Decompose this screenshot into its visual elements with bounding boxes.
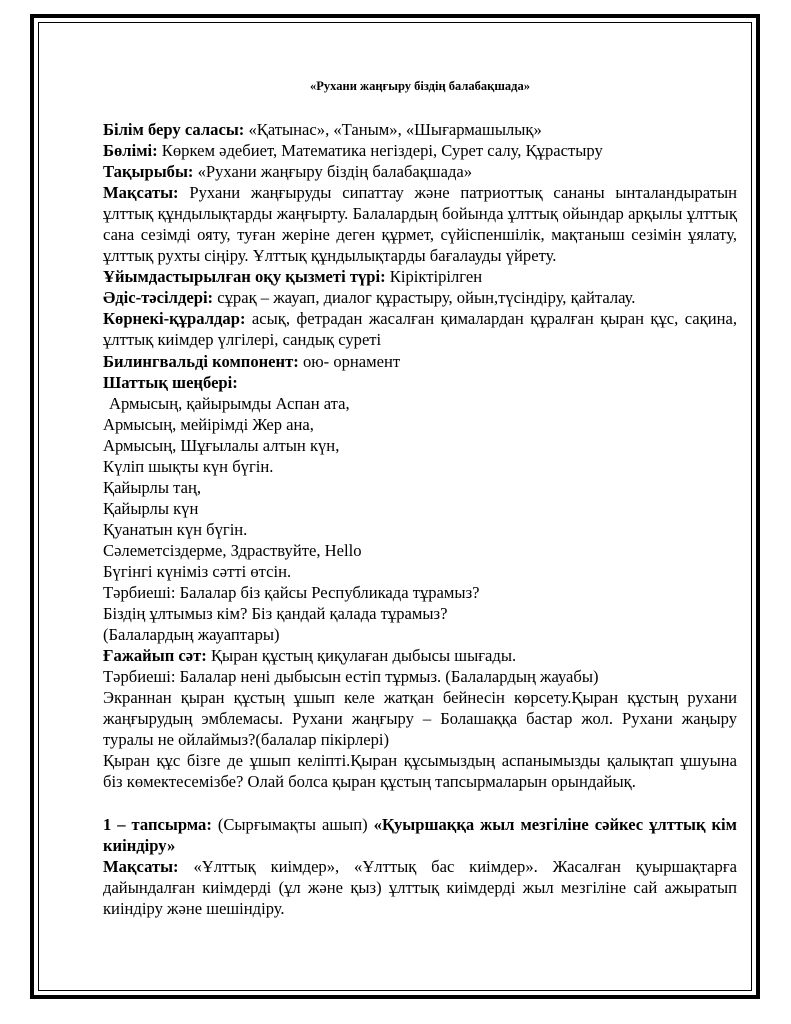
field-label: Мақсаты: bbox=[103, 183, 179, 203]
field-label: Білім беру саласы: bbox=[103, 120, 245, 139]
dialog-line: Тәрбиеші: Балалар нені дыбысын естіп тұрмыз. (Балалардың жауабы) bbox=[103, 667, 599, 687]
poem-line: Қуанатын күн бүгін. bbox=[103, 519, 248, 539]
body-paragraph: Қыран құс бізге де ұшып келіпті.Қыран құсымыздың аспанымызды қалықтап ұшуына біз көмектесемізбе? Олай болса қыран құстың тапсырмаларын орындайық. bbox=[103, 751, 737, 792]
poem-line: Армысың, Шұғылалы алтын күн, bbox=[103, 435, 340, 455]
poem-line: Қайырлы күн bbox=[103, 498, 199, 518]
field-label: Бөлімі: bbox=[103, 141, 158, 161]
document-title: «Рухани жаңғыру біздің балабақшада» bbox=[310, 79, 530, 93]
dialog-line: Тәрбиеші: Балалар біз қайсы Республикада тұрамыз? bbox=[103, 583, 480, 603]
field-bilingual bbox=[103, 351, 737, 372]
field-text: асық, фетрадан жасалған қималардан құралған қыран құс, сақина, ұлттық киімдер үлгілері, сандық суреті bbox=[103, 309, 737, 350]
field-text: «Ұлттық киімдер», «Ұлттық бас киімдер». Жасалған қуыршақтарға дайындалған киімдерді (ұл және қыз) ұлттық киімдерді жыл мезгіліне сай ажыратып киіндіру және шешіндіру. bbox=[103, 856, 737, 918]
field-joy-circle bbox=[103, 372, 737, 393]
field-label: Тақырыбы: bbox=[103, 162, 194, 182]
body-paragraph: Экраннан қыран құстың ұшып келе жатқан бейнесін көрсету.Қыран құстың рухани жаңғырудың эмблемасы. Рухани жаңғыру – Болашаққа бастар жол. Рухани жаңыру туралы не ойлаймыз?(балалар пікірлері) bbox=[103, 688, 737, 750]
poem-line: Бүгінгі күніміз сәтті өтсін. bbox=[103, 561, 292, 581]
field-text: «Рухани жаңғыру біздің балабақшада» bbox=[193, 162, 473, 182]
task-heading bbox=[103, 814, 737, 856]
field-edu-area bbox=[103, 119, 737, 140]
task-goal bbox=[103, 856, 737, 919]
field-label: Әдіс-тәсілдері: bbox=[103, 288, 214, 308]
paragraph-gap bbox=[103, 793, 737, 814]
field-text: Кіріктірілген bbox=[385, 267, 483, 287]
poem-line: Армысың, қайырымды Аспан ата, bbox=[109, 393, 350, 413]
document-body bbox=[103, 78, 737, 919]
field-label: Ғажайып сәт: bbox=[103, 646, 207, 666]
field-text: сұрақ – жауап, диалог құрастыру, ойын,түсіндіру, қайталау. bbox=[213, 288, 636, 308]
task-title: «Қуыршаққа жыл мезгіліне сәйкес ұлттық кім киіндіру» bbox=[103, 814, 737, 855]
poem-line: Армысың, мейірімді Жер ана, bbox=[103, 414, 314, 434]
field-text: «Қатынас», «Таным», «Шығармашылық» bbox=[244, 120, 542, 139]
field-topic bbox=[103, 161, 737, 182]
field-label: Билингвальді компонент: bbox=[103, 351, 299, 371]
dialog-line: Біздің ұлтымыз кім? Біз қандай қалада тұрамыз? bbox=[103, 604, 448, 624]
task-paren: (Сырғымақты ашып) bbox=[211, 814, 374, 834]
poem-line: Қайырлы таң, bbox=[103, 477, 201, 497]
poem-line: Күліп шықты күн бүгін. bbox=[103, 456, 274, 476]
field-label: Шаттық шеңбері: bbox=[103, 372, 238, 392]
field-methods bbox=[103, 287, 737, 308]
field-label: Ұйымдастырылған оқу қызметі түрі: bbox=[103, 267, 386, 287]
dialog-line: (Балалардың жауаптары) bbox=[103, 625, 280, 645]
poem-line: Сәлеметсіздерме, Здраствуйте, Hello bbox=[103, 540, 362, 560]
wonder-moment bbox=[103, 645, 737, 666]
field-label: Мақсаты: bbox=[103, 856, 179, 876]
task-label: 1 – тапсырма: bbox=[103, 814, 212, 834]
field-section bbox=[103, 140, 737, 161]
field-text: Қыран құстың қиқулаған дыбысы шығады. bbox=[206, 646, 517, 666]
field-text: Рухани жаңғыруды сипаттау және патриоттық сананы ынталандыратын ұлттық құндылықтарды жаңғырту. Балалардың бойында ұлттық ойындар арқылы ұлттық сана сезімді ояту, туған жеріне деген құрмет, сүйіспеншілік, мақтаныш сезімін ұялату, ұлттық рухты сіңіру. Ұлттық құндылықтарды бағалауды үйрету. bbox=[103, 183, 737, 266]
field-goal bbox=[103, 182, 737, 266]
field-visual-aids bbox=[103, 308, 737, 350]
field-activity-type bbox=[103, 266, 737, 287]
field-label: Көрнекі-құралдар: bbox=[103, 309, 246, 329]
field-text: ою- орнамент bbox=[298, 351, 401, 371]
field-text: Көркем әдебиет, Математика негіздері, Сурет салу, Құрастыру bbox=[157, 141, 603, 161]
